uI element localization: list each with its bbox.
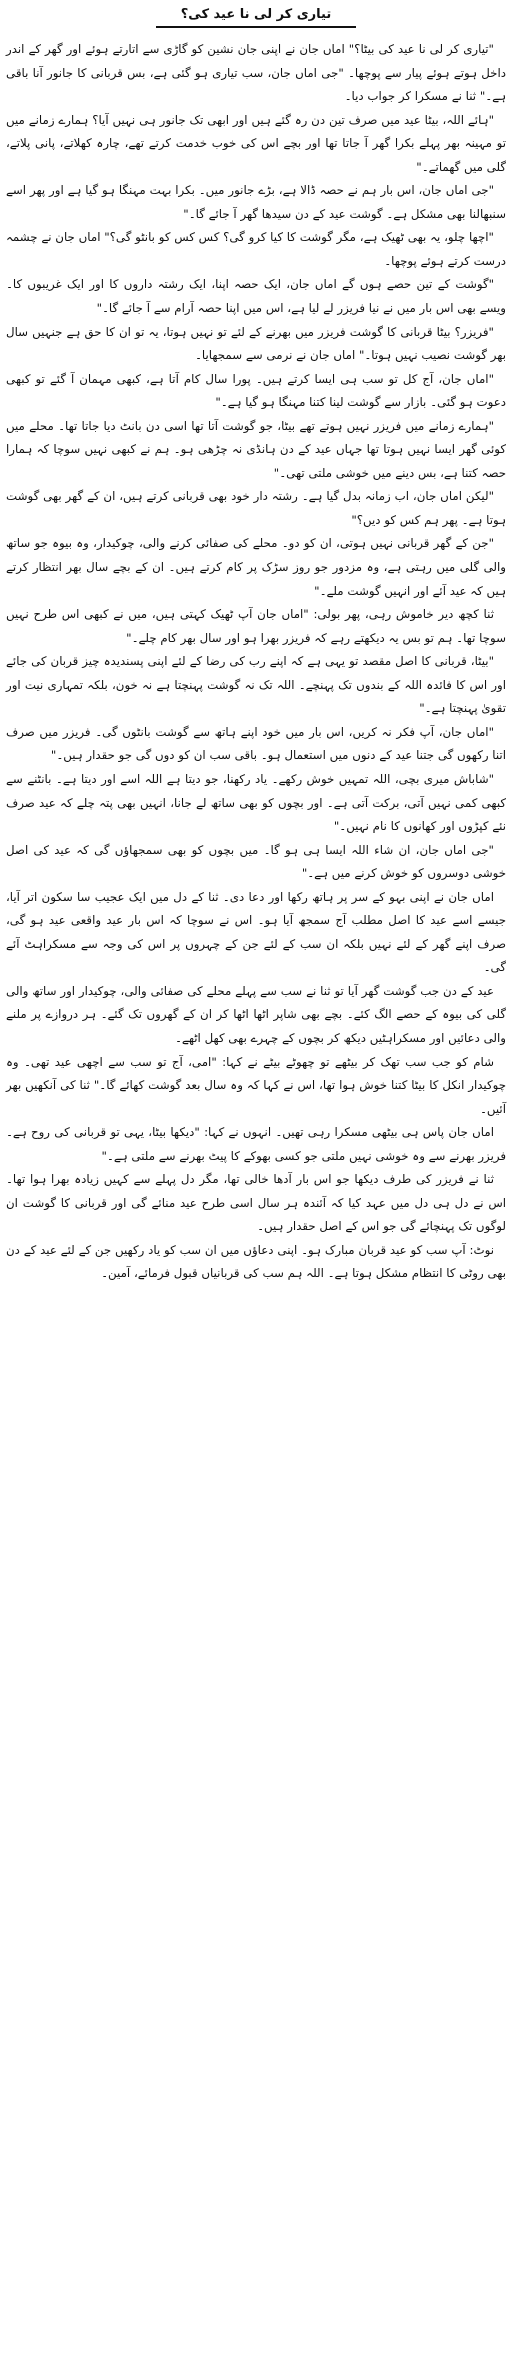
article-paragraph: "گوشت کے تین حصے ہوں گے اماں جان، ایک حصہ اپنا، ایک رشتہ داروں کا اور ایک غریبوں کا۔ ویسے بھی اس بار میں نے نیا فریزر لے لیا ہے، اس میں اپنا حصہ آرام سے آ جائے گا۔" [6, 277, 506, 316]
article-paragraph: عید کے دن جب گوشت گھر آیا تو ثنا نے سب سے پہلے محلے کی صفائی والی، چوکیدار اور ساتھ والی گلی کی بیوہ کے حصے الگ کئے۔ بچے بھی شاپر اٹھا اٹھا کر ان کے گھروں تک گئے۔ ہر دروازے پر ملنے والی دعائیں اور مسکراہٹیں دیکھ کر بچوں کے چہرے بھی کھل اٹھے۔ [6, 983, 506, 1045]
article-paragraph: "اچھا چلو، یہ بھی ٹھیک ہے، مگر گوشت کا کیا کرو گی؟ کس کس کو بانٹو گی؟" اماں جان نے چشمہ درست کرتے ہوئے پوچھا۔ [6, 230, 506, 268]
article-title: تیاری کر لی نا عید کی؟ [156, 6, 356, 28]
article-paragraph: "بیٹا، قربانی کا اصل مقصد تو یہی ہے کہ اپنے رب کی رضا کے لئے اپنی پسندیدہ چیز قربان کی جائے اور اس کا فائدہ اللہ کے بندوں تک پہنچے۔ اللہ تک نہ گوشت پہنچتا ہے نہ خون، بلکہ تمہاری نیت اور تقویٰ پہنچتا ہے۔" [6, 654, 506, 716]
article-paragraph: "تیاری کر لی نا عید کی بیٹا؟" اماں جان نے اپنی جان نشین کو گاڑی سے اتارتے ہوئے اور گھر کے اندر داخل ہوتے ہوئے پیار سے پوچھا۔ "جی اماں جان، سب تیاری ہو گئی ہے، بس قربانی کا جانور آنا باقی ہے۔" ثنا نے مسکرا کر جواب دیا۔ [6, 42, 506, 104]
article-paragraph: شام کو جب سب تھک کر بیٹھے تو چھوٹے بیٹے نے کہا: "امی، آج تو سب سے اچھی عید تھی۔ وہ چوکیدار انکل کا بیٹا کتنا خوش ہوا تھا، اس نے کہا کہ وہ سال بعد گوشت کھائے گا۔" ثنا کی آنکھیں بھر آئیں۔ [6, 1054, 506, 1116]
article-paragraph: "جی اماں جان، اس بار ہم نے حصہ ڈالا ہے، بڑے جانور میں۔ بکرا بہت مہنگا ہو گیا ہے اور پھر اسے سنبھالنا بھی مشکل ہے۔ گوشت عید کے دن سیدھا گھر آ جائے گا۔" [6, 183, 506, 221]
article-paragraph: اماں جان نے اپنی بہو کے سر پر ہاتھ رکھا اور دعا دی۔ ثنا کے دل میں ایک عجیب سا سکون اتر آیا، جیسے اسے عید کا اصل مطلب آج سمجھ آیا ہو۔ اس نے سوچا کہ اس بار عید واقعی عید ہو گی، صرف اپنے گھر کے لئے نہیں بلکہ ان سب کے لئے جن کے چہروں پر اس کی وجہ سے مسکراہٹ آئے گی۔ [6, 889, 506, 975]
article-paragraph: اماں جان پاس ہی بیٹھی مسکرا رہی تھیں۔ انہوں نے کہا: "دیکھا بیٹا، یہی تو قربانی کی روح ہے۔ فریزر بھرنے سے وہ خوشی نہیں ملتی جو کسی بھوکے کا پیٹ بھرنے سے ملتی ہے۔" [6, 1125, 506, 1163]
article-paragraph: "جن کے گھر قربانی نہیں ہوتی، ان کو دو۔ محلے کی صفائی کرنے والی، چوکیدار، وہ بیوہ جو ساتھ والی گلی میں رہتی ہے، وہ مزدور جو روز سڑک پر کام کرتے ہیں۔ ان کے بچے سال بھر انتظار کرتے ہیں کہ عید آئے اور انہیں گوشت ملے۔" [6, 536, 506, 598]
article-paragraph: ثنا کچھ دیر خاموش رہی، پھر بولی: "اماں جان آپ ٹھیک کہتی ہیں، میں نے کبھی اس طرح نہیں سوچا تھا۔ ہم تو بس یہ دیکھتے رہے کہ فریزر بھرا ہو اور سال بھر کام چلے۔" [6, 607, 506, 645]
article-paragraph: نوٹ: آپ سب کو عید قربان مبارک ہو۔ اپنی دعاؤں میں ان سب کو یاد رکھیں جن کے لئے عید کے دن بھی روٹی کا انتظام مشکل ہوتا ہے۔ اللہ ہم سب کی قربانیاں قبول فرمائے، آمین۔ [6, 1242, 506, 1281]
article-paragraph: "ہائے اللہ، بیٹا عید میں صرف تین دن رہ گئے ہیں اور ابھی تک جانور ہی نہیں آیا؟ ہمارے زمانے میں تو مہینہ بھر پہلے بکرا گھر آ جاتا تھا اور بچے اس کی خوب خدمت کرتے تھے، چارہ کھلاتے، پانی پلاتے، گلی میں گھماتے۔" [6, 112, 506, 174]
article-paragraph: "ہمارے زمانے میں فریزر نہیں ہوتے تھے بیٹا، جو گوشت آتا تھا اسی دن بانٹ دیا جاتا تھا۔ محلے میں کوئی گھر ایسا نہیں ہوتا تھا جہاں عید کے دن ہانڈی نہ چڑھی ہو۔ ہم نے کبھی نہیں سوچا کہ ہمارا حصہ کتنا ہے، بس دینے میں خوشی ملتی تھی۔" [6, 418, 506, 480]
article-paragraph: "فریزر؟ بیٹا قربانی کا گوشت فریزر میں بھرنے کے لئے تو نہیں ہوتا، یہ تو ان کا حق ہے جنہیں سال بھر گوشت نصیب نہیں ہوتا۔" اماں جان نے نرمی سے سمجھایا۔ [6, 324, 506, 363]
article-paragraph: ثنا نے فریزر کی طرف دیکھا جو اس بار آدھا خالی تھا، مگر دل پہلے سے کہیں زیادہ بھرا ہوا تھا۔ اس نے دل ہی دل میں عہد کیا کہ آئندہ ہر سال اسی طرح عید منائے گی اور قربانی کا گوشت ان لوگوں تک پہنچائے گی جو اس کے اصل حقدار ہیں۔ [6, 1172, 506, 1234]
article-paragraph: "اماں جان، آپ فکر نہ کریں، اس بار میں خود اپنے ہاتھ سے گوشت بانٹوں گی۔ فریزر میں صرف اتنا رکھوں گی جتنا عید کے دنوں میں استعمال ہو۔ باقی سب ان کو دوں گی جو حقدار ہیں۔" [6, 724, 506, 763]
article-paragraph: "جی اماں جان، ان شاء اللہ ایسا ہی ہو گا۔ میں بچوں کو بھی سمجھاؤں گی کہ عید کی اصل خوشی دوسروں کو خوش کرنے میں ہے۔" [6, 842, 506, 881]
article-paragraph: "شاباش میری بچی، اللہ تمہیں خوش رکھے۔ یاد رکھنا، جو دیتا ہے اللہ اسے اور دیتا ہے۔ بانٹنے سے کبھی کمی نہیں آتی، برکت آتی ہے۔ اور بچوں کو بھی ساتھ لے جانا، انہیں بھی پتہ چلے کہ عید صرف نئے کپڑوں اور کھانوں کا نام نہیں۔" [6, 771, 506, 834]
article-paragraph: "اماں جان، آج کل تو سب ہی ایسا کرتے ہیں۔ پورا سال کام آتا ہے، کبھی مہمان آ گئے تو کبھی دعوت ہو گئی۔ بازار سے گوشت لینا کتنا مہنگا ہو گیا ہے۔" [6, 371, 506, 410]
article-body [6, 38, 506, 1286]
article-paragraph: "لیکن اماں جان، اب زمانہ بدل گیا ہے۔ رشتہ دار خود بھی قربانی کرتے ہیں، ان کے گھر بھی گوشت ہوتا ہے۔ پھر ہم کس کو دیں؟" [6, 489, 506, 527]
